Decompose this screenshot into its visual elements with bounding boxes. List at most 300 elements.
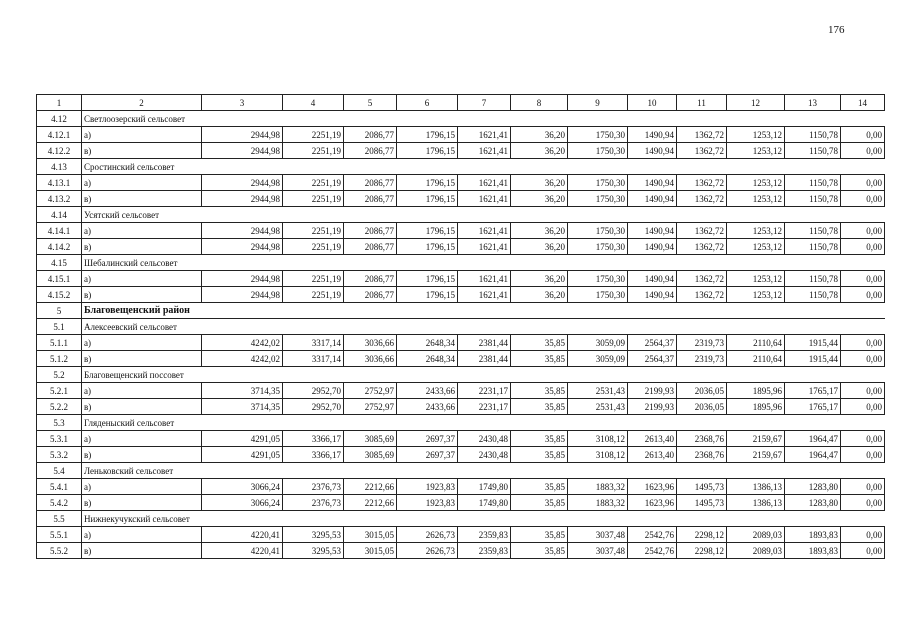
row-code: 5.4.1: [37, 479, 82, 495]
section-code: 4.13: [37, 159, 82, 175]
row-label: в): [82, 143, 202, 159]
table-row: [37, 271, 885, 287]
cell-value: 2159,67: [727, 447, 785, 463]
cell-value: 4220,41: [202, 527, 283, 543]
cell-value: 2648,34: [397, 351, 458, 367]
section-code: 5: [37, 303, 82, 319]
cell-value: 1750,30: [568, 143, 628, 159]
column-header: 1: [37, 95, 82, 111]
cell-value: 3037,48: [568, 543, 628, 559]
cell-value: 1150,78: [785, 271, 841, 287]
cell-value: 1765,17: [785, 399, 841, 415]
cell-value: 2251,19: [283, 271, 344, 287]
cell-value: 1796,15: [397, 143, 458, 159]
table-row: [37, 431, 885, 447]
section-name: Благовещенский поссовет: [82, 367, 885, 383]
page-number: 176: [828, 24, 845, 36]
table-row: [37, 287, 885, 303]
cell-value: 0,00: [841, 447, 885, 463]
cell-value: 36,20: [511, 143, 568, 159]
cell-value: 1621,41: [458, 287, 511, 303]
cell-value: 2036,05: [677, 399, 727, 415]
cell-value: 2298,12: [677, 527, 727, 543]
column-header: 14: [841, 95, 885, 111]
section-name: Усятский сельсовет: [82, 207, 885, 223]
cell-value: 1386,13: [727, 479, 785, 495]
cell-value: 0,00: [841, 287, 885, 303]
cell-value: 1362,72: [677, 223, 727, 239]
cell-value: 3037,48: [568, 527, 628, 543]
row-label: в): [82, 287, 202, 303]
section-code: 5.1: [37, 319, 82, 335]
column-header: 12: [727, 95, 785, 111]
district-row: [37, 303, 885, 319]
cell-value: 1893,83: [785, 527, 841, 543]
cell-value: 2433,66: [397, 399, 458, 415]
cell-value: 36,20: [511, 287, 568, 303]
cell-value: 1253,12: [727, 287, 785, 303]
cell-value: 0,00: [841, 191, 885, 207]
cell-value: 0,00: [841, 383, 885, 399]
cell-value: 1750,30: [568, 287, 628, 303]
cell-value: 1765,17: [785, 383, 841, 399]
row-code: 5.1.1: [37, 335, 82, 351]
cell-value: 2359,83: [458, 527, 511, 543]
cell-value: 4291,05: [202, 431, 283, 447]
cell-value: 1362,72: [677, 239, 727, 255]
cell-value: 1750,30: [568, 175, 628, 191]
table-row: [37, 175, 885, 191]
cell-value: 1923,83: [397, 495, 458, 511]
cell-value: 2086,77: [344, 271, 397, 287]
cell-value: 2542,76: [628, 543, 677, 559]
row-label: а): [82, 479, 202, 495]
row-label: а): [82, 383, 202, 399]
cell-value: 0,00: [841, 527, 885, 543]
section-code: 5.3: [37, 415, 82, 431]
row-label: а): [82, 431, 202, 447]
cell-value: 1796,15: [397, 127, 458, 143]
row-code: 4.13.2: [37, 191, 82, 207]
cell-value: 1150,78: [785, 175, 841, 191]
cell-value: 4242,02: [202, 351, 283, 367]
cell-value: 2531,43: [568, 383, 628, 399]
row-code: 4.12.1: [37, 127, 82, 143]
cell-value: 2251,19: [283, 127, 344, 143]
row-label: а): [82, 271, 202, 287]
table-row: [37, 351, 885, 367]
cell-value: 3295,53: [283, 543, 344, 559]
cell-value: 2376,73: [283, 495, 344, 511]
cell-value: 2626,73: [397, 527, 458, 543]
cell-value: 2110,64: [727, 335, 785, 351]
cell-value: 2626,73: [397, 543, 458, 559]
cell-value: 1150,78: [785, 223, 841, 239]
cell-value: 2251,19: [283, 175, 344, 191]
row-code: 5.5.1: [37, 527, 82, 543]
cell-value: 1750,30: [568, 271, 628, 287]
column-header: 3: [202, 95, 283, 111]
cell-value: 2944,98: [202, 143, 283, 159]
cell-value: 3317,14: [283, 351, 344, 367]
cell-value: 1621,41: [458, 271, 511, 287]
cell-value: 3059,09: [568, 351, 628, 367]
cell-value: 2251,19: [283, 191, 344, 207]
cell-value: 35,85: [511, 527, 568, 543]
section-row: [37, 367, 885, 383]
section-row: [37, 511, 885, 527]
cell-value: 2110,64: [727, 351, 785, 367]
cell-value: 1964,47: [785, 431, 841, 447]
cell-value: 3066,24: [202, 479, 283, 495]
row-label: в): [82, 447, 202, 463]
cell-value: 1750,30: [568, 127, 628, 143]
cell-value: 3714,35: [202, 399, 283, 415]
row-label: в): [82, 495, 202, 511]
cell-value: 1621,41: [458, 127, 511, 143]
cell-value: 2697,37: [397, 431, 458, 447]
cell-value: 1895,96: [727, 399, 785, 415]
cell-value: 1362,72: [677, 287, 727, 303]
section-row: [37, 159, 885, 175]
cell-value: 2944,98: [202, 271, 283, 287]
cell-value: 1893,83: [785, 543, 841, 559]
cell-value: 1362,72: [677, 191, 727, 207]
section-row: [37, 319, 885, 335]
cell-value: 1283,80: [785, 495, 841, 511]
tariff-table: [36, 94, 885, 559]
cell-value: 36,20: [511, 191, 568, 207]
cell-value: 1386,13: [727, 495, 785, 511]
cell-value: 2752,97: [344, 383, 397, 399]
cell-value: 3085,69: [344, 447, 397, 463]
cell-value: 2368,76: [677, 447, 727, 463]
cell-value: 2430,48: [458, 447, 511, 463]
table-row: [37, 495, 885, 511]
cell-value: 0,00: [841, 351, 885, 367]
table-row: [37, 191, 885, 207]
cell-value: 0,00: [841, 271, 885, 287]
row-label: в): [82, 191, 202, 207]
cell-value: 0,00: [841, 431, 885, 447]
cell-value: 0,00: [841, 543, 885, 559]
cell-value: 2944,98: [202, 191, 283, 207]
cell-value: 1883,32: [568, 495, 628, 511]
cell-value: 1490,94: [628, 143, 677, 159]
cell-value: 35,85: [511, 431, 568, 447]
cell-value: 1495,73: [677, 479, 727, 495]
cell-value: 2251,19: [283, 239, 344, 255]
cell-value: 0,00: [841, 175, 885, 191]
column-header: 6: [397, 95, 458, 111]
row-label: а): [82, 527, 202, 543]
section-name: Светлоозерский сельсовет: [82, 111, 885, 127]
cell-value: 36,20: [511, 127, 568, 143]
cell-value: 1923,83: [397, 479, 458, 495]
cell-value: 2564,37: [628, 351, 677, 367]
cell-value: 1490,94: [628, 175, 677, 191]
cell-value: 35,85: [511, 351, 568, 367]
row-code: 5.1.2: [37, 351, 82, 367]
cell-value: 1796,15: [397, 191, 458, 207]
cell-value: 0,00: [841, 399, 885, 415]
cell-value: 0,00: [841, 127, 885, 143]
cell-value: 35,85: [511, 479, 568, 495]
cell-value: 35,85: [511, 495, 568, 511]
table-row: [37, 335, 885, 351]
cell-value: 1490,94: [628, 223, 677, 239]
cell-value: 2086,77: [344, 191, 397, 207]
header-row: [37, 95, 885, 111]
cell-value: 3108,12: [568, 431, 628, 447]
cell-value: 1621,41: [458, 239, 511, 255]
table-row: [37, 447, 885, 463]
district-name: Благовещенский район: [82, 303, 885, 319]
cell-value: 2952,70: [283, 399, 344, 415]
cell-value: 1150,78: [785, 239, 841, 255]
cell-value: 35,85: [511, 543, 568, 559]
cell-value: 2251,19: [283, 287, 344, 303]
cell-value: 2564,37: [628, 335, 677, 351]
cell-value: 1362,72: [677, 143, 727, 159]
cell-value: 2542,76: [628, 527, 677, 543]
cell-value: 2086,77: [344, 143, 397, 159]
section-code: 5.5: [37, 511, 82, 527]
cell-value: 1964,47: [785, 447, 841, 463]
cell-value: 35,85: [511, 399, 568, 415]
cell-value: 1150,78: [785, 127, 841, 143]
row-code: 5.2.2: [37, 399, 82, 415]
cell-value: 1150,78: [785, 143, 841, 159]
cell-value: 2086,77: [344, 223, 397, 239]
cell-value: 1253,12: [727, 223, 785, 239]
cell-value: 1621,41: [458, 143, 511, 159]
cell-value: 36,20: [511, 271, 568, 287]
table-row: [37, 127, 885, 143]
cell-value: 1150,78: [785, 287, 841, 303]
cell-value: 2944,98: [202, 239, 283, 255]
cell-value: 3059,09: [568, 335, 628, 351]
cell-value: 3366,17: [283, 431, 344, 447]
row-label: а): [82, 335, 202, 351]
row-code: 4.12.2: [37, 143, 82, 159]
row-code: 5.3.1: [37, 431, 82, 447]
section-code: 4.14: [37, 207, 82, 223]
cell-value: 1796,15: [397, 239, 458, 255]
section-row: [37, 255, 885, 271]
cell-value: 1150,78: [785, 191, 841, 207]
section-row: [37, 111, 885, 127]
cell-value: 4242,02: [202, 335, 283, 351]
cell-value: 2319,73: [677, 351, 727, 367]
row-code: 5.2.1: [37, 383, 82, 399]
cell-value: 3317,14: [283, 335, 344, 351]
cell-value: 1490,94: [628, 287, 677, 303]
cell-value: 1915,44: [785, 335, 841, 351]
cell-value: 1362,72: [677, 127, 727, 143]
cell-value: 2319,73: [677, 335, 727, 351]
cell-value: 1796,15: [397, 223, 458, 239]
cell-value: 1253,12: [727, 175, 785, 191]
cell-value: 2752,97: [344, 399, 397, 415]
cell-value: 1915,44: [785, 351, 841, 367]
cell-value: 1883,32: [568, 479, 628, 495]
section-name: Шебалинский сельсовет: [82, 255, 885, 271]
row-label: в): [82, 239, 202, 255]
cell-value: 3015,05: [344, 543, 397, 559]
cell-value: 4220,41: [202, 543, 283, 559]
cell-value: 2944,98: [202, 223, 283, 239]
cell-value: 1895,96: [727, 383, 785, 399]
cell-value: 35,85: [511, 383, 568, 399]
cell-value: 2648,34: [397, 335, 458, 351]
cell-value: 1796,15: [397, 271, 458, 287]
cell-value: 2430,48: [458, 431, 511, 447]
row-code: 4.13.1: [37, 175, 82, 191]
table-row: [37, 399, 885, 415]
cell-value: 1362,72: [677, 271, 727, 287]
cell-value: 2381,44: [458, 335, 511, 351]
section-row: [37, 207, 885, 223]
cell-value: 0,00: [841, 495, 885, 511]
column-header: 4: [283, 95, 344, 111]
cell-value: 2944,98: [202, 287, 283, 303]
cell-value: 3066,24: [202, 495, 283, 511]
cell-value: 3036,66: [344, 335, 397, 351]
column-header: 9: [568, 95, 628, 111]
cell-value: 2952,70: [283, 383, 344, 399]
cell-value: 2531,43: [568, 399, 628, 415]
cell-value: 1750,30: [568, 191, 628, 207]
cell-value: 0,00: [841, 239, 885, 255]
cell-value: 3085,69: [344, 431, 397, 447]
cell-value: 2298,12: [677, 543, 727, 559]
row-label: а): [82, 127, 202, 143]
column-header: 11: [677, 95, 727, 111]
row-label: в): [82, 351, 202, 367]
cell-value: 2376,73: [283, 479, 344, 495]
column-header: 13: [785, 95, 841, 111]
cell-value: 2368,76: [677, 431, 727, 447]
row-code: 5.4.2: [37, 495, 82, 511]
cell-value: 2089,03: [727, 527, 785, 543]
row-label: в): [82, 543, 202, 559]
cell-value: 1283,80: [785, 479, 841, 495]
row-label: в): [82, 399, 202, 415]
column-header: 7: [458, 95, 511, 111]
cell-value: 0,00: [841, 223, 885, 239]
cell-value: 1490,94: [628, 127, 677, 143]
cell-value: 1362,72: [677, 175, 727, 191]
cell-value: 2086,77: [344, 287, 397, 303]
cell-value: 1253,12: [727, 191, 785, 207]
cell-value: 1621,41: [458, 223, 511, 239]
row-label: а): [82, 223, 202, 239]
section-row: [37, 463, 885, 479]
cell-value: 2199,93: [628, 383, 677, 399]
row-code: 4.15.2: [37, 287, 82, 303]
cell-value: 2086,77: [344, 239, 397, 255]
cell-value: 1253,12: [727, 239, 785, 255]
row-code: 4.14.1: [37, 223, 82, 239]
cell-value: 1623,96: [628, 495, 677, 511]
cell-value: 1749,80: [458, 495, 511, 511]
cell-value: 2231,17: [458, 383, 511, 399]
cell-value: 2089,03: [727, 543, 785, 559]
cell-value: 1796,15: [397, 287, 458, 303]
table-row: [37, 143, 885, 159]
cell-value: 2613,40: [628, 431, 677, 447]
section-row: [37, 415, 885, 431]
column-header: 2: [82, 95, 202, 111]
section-name: Алексеевский сельсовет: [82, 319, 885, 335]
cell-value: 1621,41: [458, 175, 511, 191]
cell-value: 3036,66: [344, 351, 397, 367]
cell-value: 1796,15: [397, 175, 458, 191]
cell-value: 0,00: [841, 143, 885, 159]
cell-value: 2212,66: [344, 479, 397, 495]
row-code: 5.3.2: [37, 447, 82, 463]
cell-value: 2613,40: [628, 447, 677, 463]
cell-value: 1490,94: [628, 239, 677, 255]
table-row: [37, 239, 885, 255]
cell-value: 2359,83: [458, 543, 511, 559]
section-name: Леньковский сельсовет: [82, 463, 885, 479]
cell-value: 3714,35: [202, 383, 283, 399]
cell-value: 3366,17: [283, 447, 344, 463]
cell-value: 3108,12: [568, 447, 628, 463]
cell-value: 1750,30: [568, 239, 628, 255]
cell-value: 35,85: [511, 335, 568, 351]
row-code: 4.15.1: [37, 271, 82, 287]
cell-value: 3295,53: [283, 527, 344, 543]
section-name: Нижнекучукский сельсовет: [82, 511, 885, 527]
cell-value: 1253,12: [727, 271, 785, 287]
cell-value: 2199,93: [628, 399, 677, 415]
cell-value: 2251,19: [283, 143, 344, 159]
cell-value: 36,20: [511, 239, 568, 255]
cell-value: 0,00: [841, 479, 885, 495]
cell-value: 2086,77: [344, 175, 397, 191]
cell-value: 1253,12: [727, 127, 785, 143]
column-header: 5: [344, 95, 397, 111]
cell-value: 2231,17: [458, 399, 511, 415]
cell-value: 1623,96: [628, 479, 677, 495]
cell-value: 2944,98: [202, 127, 283, 143]
cell-value: 2381,44: [458, 351, 511, 367]
cell-value: 2086,77: [344, 127, 397, 143]
cell-value: 1750,30: [568, 223, 628, 239]
section-code: 5.4: [37, 463, 82, 479]
section-code: 5.2: [37, 367, 82, 383]
table-row: [37, 479, 885, 495]
table-row: [37, 223, 885, 239]
cell-value: 35,85: [511, 447, 568, 463]
cell-value: 2251,19: [283, 223, 344, 239]
table-row: [37, 543, 885, 559]
section-code: 4.12: [37, 111, 82, 127]
table-row: [37, 527, 885, 543]
cell-value: 36,20: [511, 175, 568, 191]
cell-value: 0,00: [841, 335, 885, 351]
cell-value: 2212,66: [344, 495, 397, 511]
column-header: 10: [628, 95, 677, 111]
section-name: Сростинский сельсовет: [82, 159, 885, 175]
cell-value: 3015,05: [344, 527, 397, 543]
section-code: 4.15: [37, 255, 82, 271]
row-label: а): [82, 175, 202, 191]
cell-value: 1495,73: [677, 495, 727, 511]
